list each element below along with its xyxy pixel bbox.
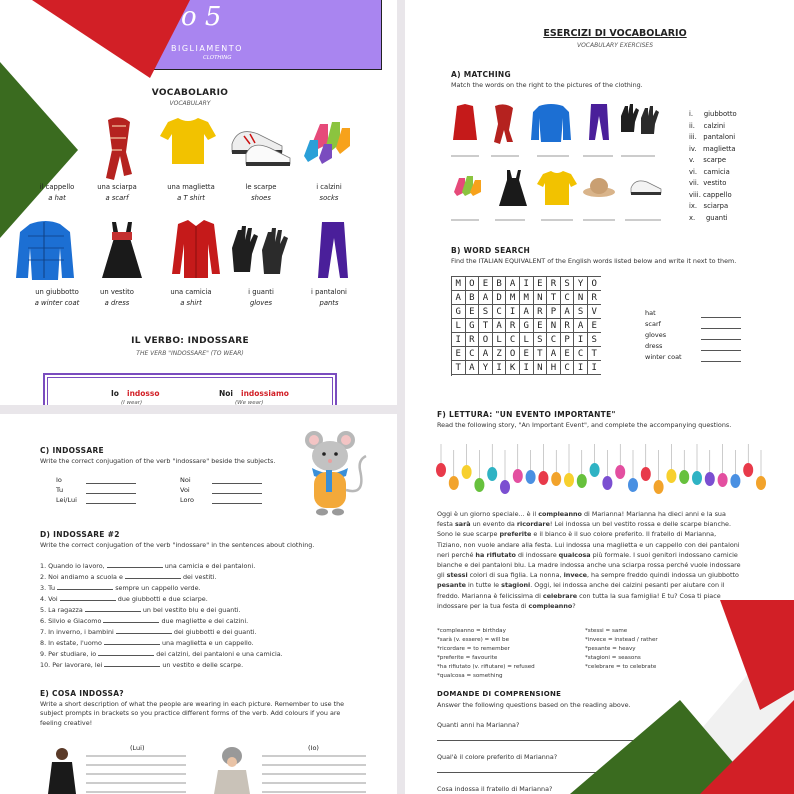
vocab-word-it: le scarpe: [245, 183, 277, 191]
ws-letter[interactable]: B: [493, 277, 507, 291]
matching-instr: Match the words on the right to the pictures of the clothing.: [451, 81, 643, 89]
glossary-entry: *compleanno = birthday: [437, 628, 506, 634]
vocab-word-en: a shirt: [180, 299, 202, 307]
story-line: gli stessi colori di sua figlia. La nonna, invece, ha sempre freddo quindi indossa un giubbotto: [437, 571, 739, 580]
ws-letter[interactable]: E: [588, 319, 601, 333]
ws-letter[interactable]: E: [534, 277, 548, 291]
sec-c-answer-blank[interactable]: [212, 493, 262, 494]
story-line: bianche e dei pantaloni blu. La madre indossa anche una sciarpa rossa perché vuole indossare: [437, 561, 741, 569]
ws-letter[interactable]: M: [452, 277, 466, 291]
ws-letter[interactable]: P: [561, 333, 575, 347]
ws-letter[interactable]: E: [466, 305, 480, 319]
sec-d-pre: 4. Voi: [40, 595, 60, 603]
sec-c-answer-blank[interactable]: [212, 483, 262, 484]
sec-c-answer-blank[interactable]: [86, 483, 136, 484]
ws-letter[interactable]: C: [506, 333, 520, 347]
sec-d-answer-blank[interactable]: [107, 562, 163, 568]
sec-d-pre: 1. Quando io lavoro,: [40, 562, 107, 570]
dress-icon: [102, 222, 142, 278]
ws-letter[interactable]: E: [520, 347, 534, 361]
sec-d-post: dei calzini, dei pantaloni e una camicia.: [154, 650, 283, 658]
vocab-word-it: il cappello: [39, 183, 75, 191]
ws-letter[interactable]: I: [493, 361, 507, 375]
sec-e-pictures: [40, 744, 380, 794]
ws-letter[interactable]: C: [561, 291, 575, 305]
matching-pictures: [445, 100, 685, 230]
ws-letter[interactable]: A: [452, 291, 466, 305]
sec-d-post: due giubbotti e due sciarpe.: [115, 595, 208, 603]
ws-instr: Find the ITALIAN EQUIVALENT of the English words listed below and write it next to them.: [451, 257, 737, 265]
sec-e-title: E) COSA INDOSSA?: [40, 689, 124, 698]
ws-letter[interactable]: L: [520, 333, 534, 347]
story-line: Oggi è un giorno speciale... è il compleanno di Marianna! Marianna ha dieci anni e la sua: [437, 510, 726, 518]
lesson-title: o 5: [181, 2, 222, 32]
ws-letter[interactable]: R: [547, 277, 561, 291]
sec-d-pre: 10. Per lavorare, lei: [40, 661, 105, 669]
ws-letter[interactable]: N: [534, 361, 548, 375]
ws-letter[interactable]: A: [574, 319, 588, 333]
f-instr: Read the following story, "An Important Event", and complete the accompanying questions.: [437, 421, 732, 429]
ws-english-word: winter coat: [645, 353, 682, 361]
ws-letter[interactable]: I: [574, 361, 588, 375]
sec-d-post: un vestito e delle scarpe.: [160, 661, 244, 669]
match-gloves-icon: [621, 104, 639, 132]
ws-letter[interactable]: O: [588, 277, 601, 291]
sec-c-answer-blank[interactable]: [86, 503, 136, 504]
sec-d-post: due magliette e dei calzini.: [159, 617, 249, 625]
vocab-word-en: pants: [319, 299, 339, 307]
story-line: indossare per la tua festa di compleanno?: [437, 601, 576, 610]
ws-letter[interactable]: N: [574, 291, 588, 305]
ws-letter[interactable]: M: [520, 291, 534, 305]
ws-letter[interactable]: I: [574, 333, 588, 347]
sec-d-sentence: [40, 595, 208, 604]
ws-letter[interactable]: E: [561, 347, 575, 361]
sec-d-answer-blank[interactable]: [98, 650, 154, 656]
ws-english-word: scarf: [645, 320, 661, 328]
vocab-word-it: i guanti: [248, 288, 274, 296]
ws-letter[interactable]: Y: [479, 361, 493, 375]
ws-letter[interactable]: Z: [493, 347, 507, 361]
worksheet-page-exercises: [0, 414, 397, 794]
ws-letter[interactable]: O: [479, 333, 493, 347]
story-line: festa sarà un evento da ricordare! Lei indossa un bel vestito rossa e delle scarpe bianche.: [437, 520, 731, 529]
sec-d-answer-blank[interactable]: [125, 573, 181, 579]
gloves-icon: [232, 226, 288, 274]
glossary-entry: *qualcosa = something: [437, 673, 503, 679]
glossary-entry: *sarà (v. essere) = will be: [437, 637, 510, 643]
verb-conjugation-box: [43, 373, 337, 405]
right-title: ESERCIZI DI VOCABOLARIO: [543, 28, 687, 39]
glossary-entry: *pesante = heavy: [585, 646, 636, 652]
verb-io-label: Io: [111, 389, 119, 398]
sec-d-answer-blank[interactable]: [116, 628, 172, 634]
ws-letter[interactable]: L: [493, 333, 507, 347]
ws-letter[interactable]: D: [493, 291, 507, 305]
ws-letter[interactable]: H: [547, 361, 561, 375]
ws-answer-blank[interactable]: [701, 350, 741, 351]
vocab-word-it: una camicia: [170, 288, 212, 296]
sec-d-sentence: [40, 562, 255, 571]
matching-title: A) MATCHING: [451, 70, 511, 79]
sec-c-subject: Loro: [180, 496, 194, 504]
sec-d-sentence: [40, 661, 243, 670]
lesson-subtitle-en: CLOTHING: [203, 55, 232, 61]
match-pants-icon: [589, 104, 609, 140]
match-list-item: vii. vestito: [689, 179, 727, 187]
match-shoes-icon: [631, 181, 661, 193]
ws-letter[interactable]: G: [520, 319, 534, 333]
ws-letter[interactable]: R: [466, 333, 480, 347]
ws-letter[interactable]: A: [479, 291, 493, 305]
match-tshirt-icon: [537, 171, 577, 205]
right-subtitle: VOCABULARY EXERCISES: [576, 42, 654, 49]
verb-noi-en: (We wear): [235, 400, 264, 405]
ws-answer-blank[interactable]: [701, 328, 741, 329]
match-dress-icon: [499, 170, 527, 206]
ws-letter[interactable]: P: [547, 305, 561, 319]
sec-c-title: C) INDOSSARE: [40, 446, 104, 455]
vocab-pictures-row-1: [0, 110, 397, 182]
ws-letter[interactable]: S: [574, 305, 588, 319]
ws-letter[interactable]: R: [506, 319, 520, 333]
ws-letter[interactable]: T: [452, 361, 466, 375]
party-lights-decoration: [435, 436, 775, 504]
story-line: pesante in tutte le stagioni. Oggi, lei indossa anche dei calzini pesanti per aiutare con il: [437, 581, 725, 590]
shoes-icon: [232, 132, 290, 166]
sec-c-instr: Write the correct conjugation of the verb "indossare" beside the subjects.: [40, 457, 276, 465]
story-line: neri perché ha rifiutato di indossare qualcosa più formale. I suoi genitori indossano camicie: [437, 550, 738, 559]
story-line: freddo. Marianna è felicissima di celebrare con tutta la sua famiglia! E tu? Cosa ti piace: [437, 591, 721, 600]
ws-english-word: gloves: [645, 331, 667, 339]
ws-letter[interactable]: B: [466, 291, 480, 305]
story-line: Tiziano, non vuole andare alla festa. Lui indossa una maglietta e un cappello con dei pantaloni: [437, 540, 740, 549]
sec-d-sentence: [40, 573, 216, 582]
vocab-word-en: socks: [319, 194, 339, 202]
ws-letter[interactable]: A: [466, 361, 480, 375]
sec-d-pre: 6. Silvio e Giacomo: [40, 617, 104, 625]
ws-letter[interactable]: E: [534, 319, 548, 333]
ws-letter[interactable]: A: [479, 347, 493, 361]
pants-icon: [318, 222, 348, 278]
sec-d-pre: 7. In inverno, i bambini: [40, 628, 116, 636]
sec-e-instr: Write a short description of what the people are wearing in each picture. Remember to use the subject prompts in brackets so you practice different forms of the verb. Add colours if you are feeling creative!: [40, 700, 345, 727]
ws-letter[interactable]: L: [452, 319, 466, 333]
verb-noi-form: indossiamo: [241, 389, 289, 398]
ws-letter[interactable]: A: [520, 305, 534, 319]
glossary-entry: *invece = instead / rather: [585, 637, 658, 643]
ws-letter[interactable]: R: [588, 291, 601, 305]
verb-subtitle: THE VERB "INDOSSARE" (TO WEAR): [136, 350, 244, 357]
verb-noi-label: Noi: [219, 389, 234, 398]
ws-letter[interactable]: I: [588, 361, 601, 375]
ws-letter[interactable]: N: [547, 319, 561, 333]
ws-letter[interactable]: Y: [574, 277, 588, 291]
sec-d-sentence: [40, 584, 201, 593]
vocab-word-it: un vestito: [100, 288, 134, 296]
ws-letter[interactable]: A: [493, 319, 507, 333]
ws-letter[interactable]: T: [534, 347, 548, 361]
word-search-grid: [451, 276, 601, 376]
ws-answer-blank[interactable]: [701, 317, 741, 318]
sec-d-post: un bel vestito blu e dei guanti.: [140, 606, 241, 614]
ws-letter[interactable]: K: [506, 361, 520, 375]
glossary-entry: *stagioni = seasons: [585, 655, 641, 661]
sec-d-pre: 2. Noi andiamo a scuola e: [40, 573, 125, 581]
f-title: F) LETTURA: "UN EVENTO IMPORTANTE": [437, 410, 616, 419]
man-figure-icon: [48, 748, 76, 794]
ws-answer-blank[interactable]: [701, 361, 741, 362]
ws-english-word: hat: [645, 309, 656, 317]
sec-d-pre: 5. La ragazza: [40, 606, 85, 614]
ws-letter[interactable]: O: [466, 277, 480, 291]
sec-d-instr: Write the correct conjugation of the verb "indossare" in the sentences about clothing.: [40, 541, 315, 549]
vocab-word-it: una maglietta: [167, 183, 215, 191]
comprehension-question: Quanti anni ha Marianna?: [437, 721, 520, 729]
ws-letter[interactable]: C: [466, 347, 480, 361]
ws-letter[interactable]: S: [588, 333, 601, 347]
ws-letter[interactable]: S: [534, 333, 548, 347]
glossary-entry: *preferite = favourite: [437, 655, 498, 661]
verb-io-en: (I wear): [121, 400, 143, 405]
match-list-item: iii. pantaloni: [689, 133, 736, 141]
sec-d-title: D) INDOSSARE #2: [40, 530, 120, 539]
ws-letter[interactable]: M: [506, 291, 520, 305]
vocab-word-it: una sciarpa: [97, 183, 137, 191]
ws-letter[interactable]: S: [561, 277, 575, 291]
sec-d-pre: 3. Tu: [40, 584, 58, 592]
match-list-item: viii. cappello: [689, 190, 732, 199]
ws-english-word: dress: [645, 342, 663, 350]
sec-d-sentence: [40, 628, 257, 637]
sec-d-sentence: [40, 617, 248, 626]
winter-coat-icon: [16, 221, 74, 280]
vocab-word-en: gloves: [249, 299, 273, 307]
scarf-icon: [106, 117, 132, 180]
sec-d-answer-blank[interactable]: [104, 661, 160, 667]
sec-c-subject: Noi: [180, 476, 191, 484]
sec-d-answer-blank[interactable]: [60, 595, 116, 601]
sec-d-sentence: [40, 650, 283, 659]
match-list-item: iv. maglietta: [689, 144, 736, 153]
verb-title: IL VERBO: INDOSSARE: [131, 336, 249, 346]
vocab-word-en: a dress: [104, 299, 130, 307]
ws-letter[interactable]: E: [479, 277, 493, 291]
lesson-subtitle: BIGLIAMENTO: [171, 44, 243, 53]
sec-d-post: dei vestiti.: [180, 573, 217, 581]
vocab-word-en: a winter coat: [34, 299, 80, 307]
sec-d-sentence: [40, 606, 241, 615]
glossary-entry: *celebrare = to celebrate: [585, 664, 657, 670]
sec-c-subject: Tu: [56, 486, 64, 494]
q-instr: Answer the following questions based on the reading above.: [437, 701, 631, 709]
ws-letter[interactable]: I: [520, 277, 534, 291]
ws-letter[interactable]: R: [561, 319, 575, 333]
sec-e-prompt-right: (Io): [308, 744, 319, 752]
corner-flag-decoration-bottom: [560, 600, 794, 794]
sec-d-answer-blank[interactable]: [57, 584, 113, 590]
ws-letter[interactable]: T: [547, 291, 561, 305]
match-list-item: vi. camicia: [689, 167, 730, 176]
ws-letter[interactable]: V: [588, 305, 601, 319]
vocab-word-en: shoes: [251, 194, 271, 202]
sec-d-post: dei giubbotti e dei guanti.: [171, 628, 257, 636]
match-coat-icon: [531, 104, 571, 142]
story-line: Sono le sue scarpe preferite e il bianco è il suo colore preferito. Il fratello di Marianna,: [437, 530, 717, 539]
ws-letter[interactable]: A: [547, 347, 561, 361]
sec-d-pre: 8. In estate, l'uomo: [40, 639, 104, 647]
ws-letter[interactable]: C: [493, 305, 507, 319]
ws-letter[interactable]: I: [452, 333, 466, 347]
worksheet-page-vocabulary: [0, 0, 397, 405]
match-list-item: ix. sciarpa: [689, 202, 729, 210]
socks-icon: [304, 122, 350, 164]
ws-letter[interactable]: N: [534, 291, 548, 305]
ws-letter[interactable]: R: [534, 305, 548, 319]
sec-d-post: sempre un cappello verde.: [113, 584, 201, 592]
match-list-item: v. scarpe: [689, 156, 727, 164]
sec-d-answer-blank[interactable]: [85, 606, 141, 612]
sec-c-answer-blank[interactable]: [212, 503, 262, 504]
comprehension-question: Cosa indossa il fratello di Marianna?: [437, 785, 553, 793]
tshirt-icon: [160, 118, 216, 164]
sec-d-post: una camicia e dei pantaloni.: [162, 562, 256, 570]
sec-d-post: una maglietta e un cappello.: [159, 639, 254, 647]
ws-letter[interactable]: I: [520, 361, 534, 375]
ws-letter[interactable]: T: [479, 319, 493, 333]
vocab-pictures-row-2: [0, 218, 397, 284]
vocab-word-en: a scarf: [105, 194, 129, 202]
sec-d-sentence: [40, 639, 254, 648]
ws-letter[interactable]: T: [588, 347, 601, 361]
ws-letter[interactable]: O: [506, 347, 520, 361]
vocab-word-it: i calzini: [316, 183, 342, 191]
vocab-word-it: i pantaloni: [311, 288, 347, 296]
sec-c-subject: Lei/Lui: [56, 496, 77, 504]
sec-d-answer-blank[interactable]: [103, 617, 159, 623]
ws-letter[interactable]: G: [466, 319, 480, 333]
mouse-mascot-icon: [296, 430, 370, 520]
ws-letter[interactable]: G: [452, 305, 466, 319]
sec-d-pre: 9. Per studiare, io: [40, 650, 99, 658]
ws-letter[interactable]: A: [506, 277, 520, 291]
ws-letter[interactable]: C: [574, 347, 588, 361]
ws-answer-blank[interactable]: [701, 339, 741, 340]
vocab-title: VOCABOLARIO: [151, 88, 229, 98]
match-list-item: ii. calzini: [689, 121, 726, 130]
q-title: DOMANDE DI COMPRENSIONE: [437, 690, 562, 698]
ws-letter[interactable]: I: [506, 305, 520, 319]
glossary-entry: *ha rifiutato (v. rifiutare) = refused: [437, 664, 535, 670]
glossary-entry: *stessi = same: [585, 628, 628, 634]
vocab-word-it: un giubbotto: [35, 288, 79, 296]
ws-letter[interactable]: E: [452, 347, 466, 361]
sec-c-answer-blank[interactable]: [86, 493, 136, 494]
match-list-item: x. guanti: [689, 213, 728, 222]
vocab-subtitle: VOCABULARY: [169, 100, 211, 107]
ws-letter[interactable]: S: [479, 305, 493, 319]
ws-letter[interactable]: C: [547, 333, 561, 347]
sec-d-answer-blank[interactable]: [104, 639, 160, 645]
glossary-entry: *ricordare = to remember: [437, 646, 510, 652]
match-list-item: i. giubbotto: [689, 110, 737, 118]
verb-io-form: indosso: [127, 389, 160, 398]
shirt-icon: [172, 220, 220, 278]
sec-c-subject: Voi: [180, 486, 190, 494]
ws-title: B) WORD SEARCH: [451, 246, 531, 255]
sec-e-prompt-left: (Lui): [130, 744, 145, 752]
vocab-word-en: a hat: [48, 194, 66, 202]
vocab-word-en: a T shirt: [177, 194, 205, 202]
sec-c-subject: Io: [56, 476, 62, 484]
woman-figure-icon: [214, 747, 250, 794]
comprehension-question: Qual'è il colore preferito di Marianna?: [437, 753, 558, 761]
match-scarf-icon: [494, 104, 513, 144]
ws-letter[interactable]: C: [561, 361, 575, 375]
match-shirt-icon: [453, 104, 477, 140]
ws-letter[interactable]: A: [561, 305, 575, 319]
